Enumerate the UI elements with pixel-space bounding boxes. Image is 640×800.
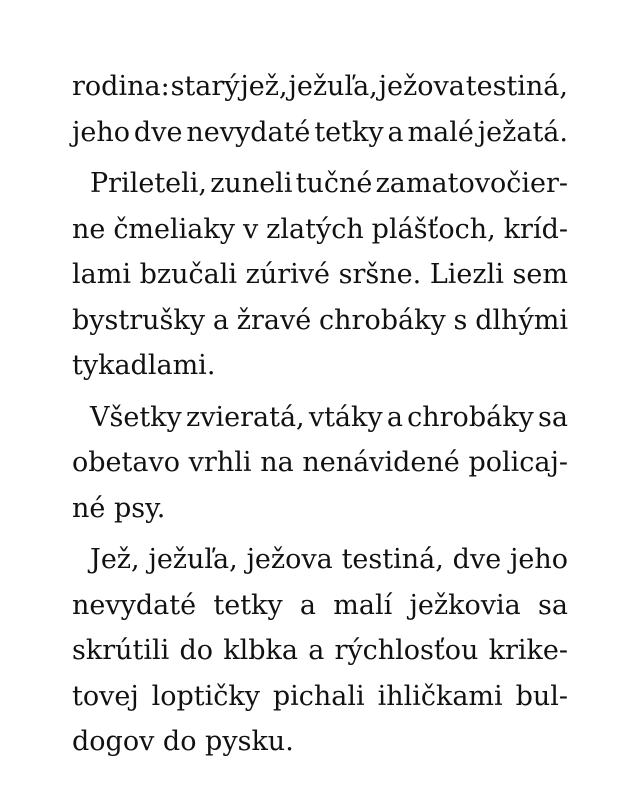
word: sem <box>512 259 568 290</box>
paragraph <box>72 64 568 155</box>
word: zlatých <box>266 213 364 245</box>
word: tykadlami. <box>72 350 216 381</box>
word: zvieratá, <box>186 401 305 433</box>
word: Liezli <box>429 259 504 290</box>
word: zuneli <box>210 168 293 199</box>
word: dve <box>452 544 502 575</box>
text-line <box>72 298 568 344</box>
word: vtáky <box>308 401 383 433</box>
word: v <box>242 213 259 245</box>
word: loptičky <box>151 680 260 712</box>
text-line <box>72 207 568 253</box>
text-line <box>72 628 568 674</box>
paragraph <box>72 161 568 389</box>
word: zúrivé <box>245 259 331 290</box>
word: malí <box>333 589 393 621</box>
text-line <box>72 252 568 298</box>
word: policaj- <box>468 447 568 478</box>
word: Všetky <box>90 401 182 433</box>
word: testiná, <box>341 544 444 575</box>
word: skrútili <box>72 635 170 666</box>
word: zamatovočier- <box>375 168 568 199</box>
word: tetky <box>213 589 283 621</box>
word: obetavo <box>72 447 180 478</box>
word: vrhli <box>188 447 252 478</box>
paragraph <box>72 395 568 532</box>
word: lami <box>72 259 131 290</box>
word: krike- <box>488 635 568 666</box>
word: Prileteli, <box>90 168 208 199</box>
word: na <box>260 447 294 478</box>
word: né <box>72 492 114 524</box>
word: ježkovia <box>409 589 521 621</box>
word: malé <box>407 116 474 148</box>
book-page <box>72 64 568 765</box>
word: a <box>299 589 317 621</box>
word: starý <box>170 71 240 102</box>
word: ježuľa, <box>288 71 378 102</box>
text-line <box>72 674 568 720</box>
word: pichali <box>272 680 365 712</box>
word: pysku. <box>205 726 294 757</box>
word: dogov <box>72 726 163 757</box>
word: žravé <box>236 304 312 336</box>
text-line <box>72 343 568 389</box>
word: s <box>453 304 468 336</box>
word: ježuľa, <box>148 544 238 575</box>
word: ježova <box>378 71 465 102</box>
word: ježova <box>246 544 333 575</box>
text-line <box>72 486 568 532</box>
word: sršne. <box>338 259 422 290</box>
word: a <box>387 116 404 148</box>
word: rýchlosťou <box>334 635 479 666</box>
word: bul- <box>515 680 568 712</box>
word: dve <box>133 116 183 148</box>
word: nevydaté <box>186 116 311 148</box>
word: plášťoch, <box>371 213 496 245</box>
text-line <box>72 440 568 486</box>
word: chrobáky <box>407 401 534 433</box>
text-line <box>72 161 568 207</box>
word: tučné <box>295 168 373 199</box>
word: sa <box>538 589 568 621</box>
word: bzučali <box>139 259 237 290</box>
word: tovej <box>72 680 139 712</box>
word: sa <box>538 401 568 433</box>
word: a <box>386 401 403 433</box>
text-line <box>72 110 568 156</box>
word: klbka <box>223 635 298 666</box>
paragraph <box>72 537 568 765</box>
word: bystrušky <box>72 304 206 336</box>
word: a <box>308 635 325 666</box>
text-line <box>72 64 568 110</box>
word: Jež, <box>90 544 140 575</box>
word: jeho <box>72 116 130 148</box>
word: ne <box>72 213 106 245</box>
word: kríd- <box>503 213 568 245</box>
word: psy. <box>113 492 166 524</box>
word: a <box>212 304 229 336</box>
word: chrobáky <box>319 304 446 336</box>
text-line <box>72 583 568 629</box>
word: do <box>179 635 214 666</box>
word: ježatá. <box>477 116 568 148</box>
word: ihličkami <box>377 680 503 712</box>
text-line <box>72 395 568 441</box>
word: nenávidené <box>302 447 460 478</box>
word: nevydaté <box>72 589 197 621</box>
text-line <box>72 719 568 765</box>
word: jeho <box>510 544 568 575</box>
word: čmeliaky <box>113 213 235 245</box>
word: do <box>162 726 206 757</box>
word: dlhými <box>475 304 568 336</box>
text-line <box>72 537 568 583</box>
word: rodina: <box>72 71 170 102</box>
text-body <box>72 64 568 765</box>
word: jež, <box>240 71 288 102</box>
word: testiná, <box>465 71 568 102</box>
word: tetky <box>314 116 384 148</box>
